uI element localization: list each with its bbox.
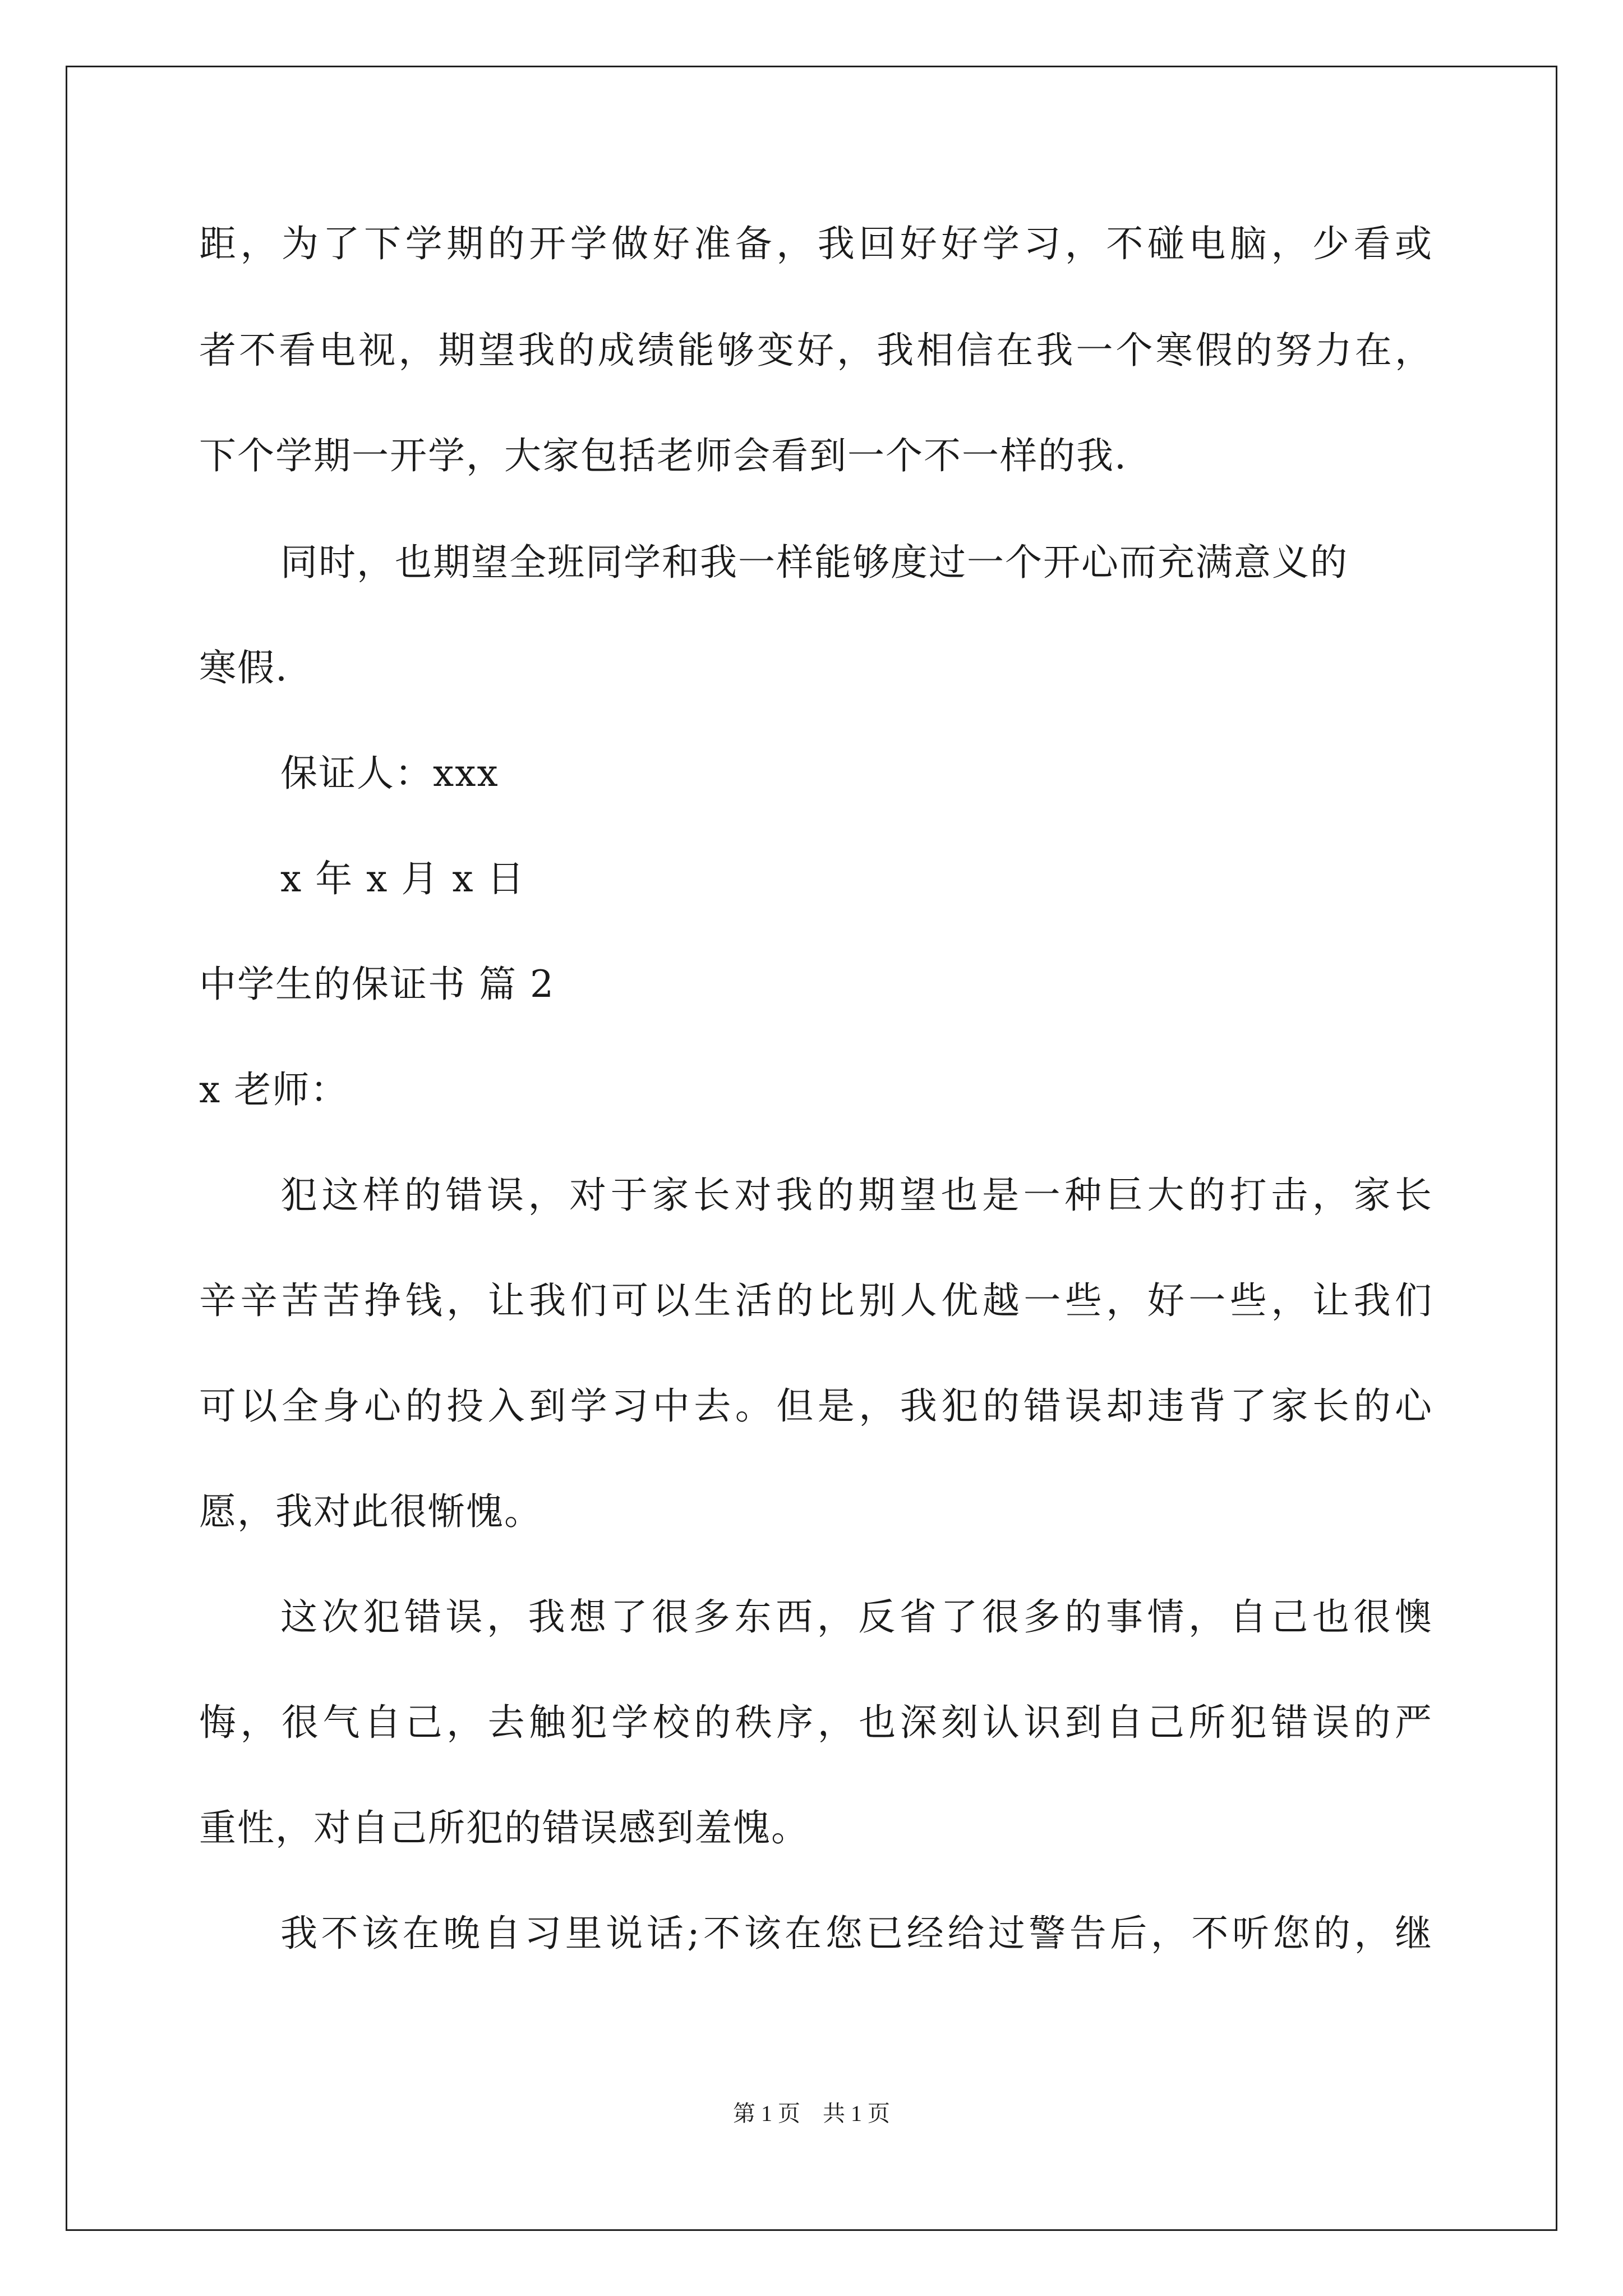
page-number-total: 共 1 页 xyxy=(823,2101,890,2126)
text-line: 距，为了下学期的开学做好准备，我回好好学习，不碰电脑，少看或 xyxy=(199,222,1433,265)
text-line: 下个学期一开学，大家包括老师会看到一个不一样的我. xyxy=(199,434,1127,477)
text-line: 愿，我对此很惭愧。 xyxy=(199,1490,542,1533)
text-line: 悔，很气自己，去触犯学校的秩序，也深刻认识到自己所犯错误的严 xyxy=(199,1701,1433,1744)
paragraph-start: 这次犯错误，我想了很多东西，反省了很多的事情，自己也很懊 xyxy=(280,1595,1433,1639)
text-line: 辛辛苦苦挣钱，让我们可以生活的比别人优越一些，好一些，让我们 xyxy=(199,1279,1433,1322)
paragraph-start: 我不该在晚自习里说话;不该在您已经给过警告后，不听您的，继 xyxy=(280,1912,1433,1955)
date-line: x 年 x 月 x 日 xyxy=(280,857,525,900)
paragraph-start: 犯这样的错误，对于家长对我的期望也是一种巨大的打击，家长 xyxy=(280,1174,1433,1217)
page-number-current: 第 1 页 xyxy=(733,2101,800,2126)
page-footer xyxy=(0,2102,1623,2125)
page-border xyxy=(66,66,1557,2231)
section-title: 中学生的保证书 篇 2 xyxy=(199,963,555,1006)
text-line: 者不看电视，期望我的成绩能够变好，我相信在我一个寒假的努力在， xyxy=(199,329,1433,372)
text-line: 可以全身心的投入到学习中去。但是，我犯的错误却违背了家长的心 xyxy=(199,1384,1433,1428)
text-line: 重性，对自己所犯的错误感到羞愧。 xyxy=(199,1806,809,1849)
paragraph-start: 同时，也期望全班同学和我一样能够度过一个开心而充满意义的 xyxy=(280,541,1348,584)
text-line: 寒假. xyxy=(199,646,288,689)
salutation: x 老师： xyxy=(199,1068,349,1111)
guarantor-line: 保证人：xxx xyxy=(280,752,499,795)
